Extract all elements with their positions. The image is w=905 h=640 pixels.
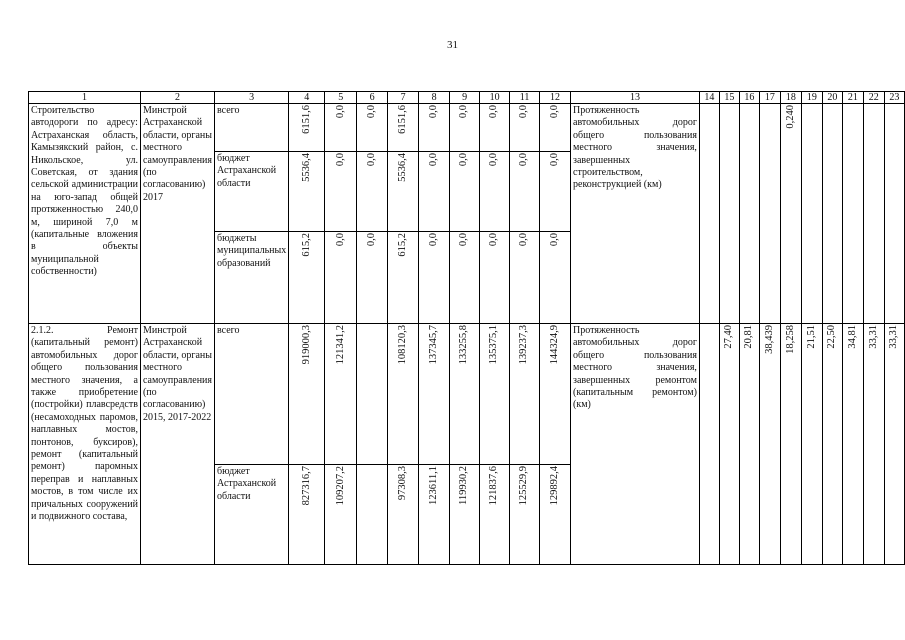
value-cell: 125529,9 [510, 465, 540, 565]
column-number: 9 [450, 92, 480, 104]
value-cell: 0,0 [480, 104, 510, 152]
column-number: 11 [510, 92, 540, 104]
value-cell: 0,0 [419, 152, 450, 232]
funding-source: всего [215, 324, 289, 465]
value-cell: 0,0 [480, 232, 510, 324]
target-cell: 38,439 [759, 324, 780, 565]
value-cell: 139237,3 [510, 324, 540, 465]
value-cell: 5536,4 [388, 152, 419, 232]
column-number: 13 [571, 92, 700, 104]
target-cell: 33,31 [863, 324, 884, 565]
value-cell: 0,0 [480, 152, 510, 232]
column-number: 7 [388, 92, 419, 104]
column-number: 12 [540, 92, 571, 104]
funding-source: бюджеты муниципальных образований [215, 232, 289, 324]
measure-description: Строительство автодороги по адресу: Астраханская область, Камызякский район, с. Никольское, ул. Советская, от здания сельской администрации на юго-запад общей протяженностью 240,0 м, шириной 7,0 м (капитальные вложения в объекты муниципальной собственности) [29, 104, 141, 324]
value-cell: 0,0 [450, 232, 480, 324]
value-cell: 0,0 [357, 104, 388, 152]
value-cell: 0,0 [357, 152, 388, 232]
value-cell: 919000,3 [289, 324, 325, 465]
target-cell: 27,40 [719, 324, 739, 565]
value-cell: 144324,9 [540, 324, 571, 465]
column-number: 23 [884, 92, 904, 104]
value-cell: 0,0 [325, 152, 357, 232]
column-number: 15 [719, 92, 739, 104]
measure-description: 2.1.2. Ремонт (капитальный ремонт) автомобильных дорог общего пользования местного значения, а также приобретение (постройки) плавсредств (несамоходных паромов, наплавных мостов, понтонов, буксиров), ремонт (капитальный ремонт) паромных переправ и наплавных мостов, в том числе их причальных сооружений и подвижного состава, [29, 324, 141, 565]
target-cell: 21,51 [801, 324, 822, 565]
value-cell: 6151,6 [289, 104, 325, 152]
value-cell: 0,0 [510, 104, 540, 152]
value-cell: 615,2 [388, 232, 419, 324]
column-number: 10 [480, 92, 510, 104]
target-cell: 20,81 [739, 324, 759, 565]
target-cell: 34,81 [842, 324, 863, 565]
column-number: 21 [842, 92, 863, 104]
value-cell: 615,2 [289, 232, 325, 324]
value-cell: 827316,7 [289, 465, 325, 565]
value-cell: 121837,6 [480, 465, 510, 565]
value-cell: 133255,8 [450, 324, 480, 465]
value-cell: 123611,1 [419, 465, 450, 565]
value-cell: 108120,3 [388, 324, 419, 465]
value-cell [357, 324, 388, 465]
value-cell: 119930,2 [450, 465, 480, 565]
value-cell: 6151,6 [388, 104, 419, 152]
indicator-cell: Протяженность автомобильных дорог общего пользования местного значения, завершенных ремонтом (капитальным ремонтом) (км) [571, 324, 700, 565]
funding-source: всего [215, 104, 289, 152]
value-cell: 0,0 [450, 104, 480, 152]
value-cell: 0,0 [540, 152, 571, 232]
value-cell: 97308,3 [388, 465, 419, 565]
program-table [28, 91, 905, 565]
value-cell: 0,0 [419, 232, 450, 324]
column-number: 3 [215, 92, 289, 104]
value-cell: 0,0 [450, 152, 480, 232]
column-number: 22 [863, 92, 884, 104]
value-cell: 0,0 [419, 104, 450, 152]
target-cell: 33,31 [884, 324, 904, 565]
page-number: 31 [447, 39, 458, 51]
value-cell: 0,0 [510, 152, 540, 232]
value-cell: 0,0 [325, 104, 357, 152]
column-number: 20 [822, 92, 842, 104]
column-number: 2 [140, 92, 214, 104]
value-cell: 109207,2 [325, 465, 357, 565]
column-number: 18 [780, 92, 801, 104]
column-number: 4 [289, 92, 325, 104]
value-cell: 121341,2 [325, 324, 357, 465]
column-number: 8 [419, 92, 450, 104]
value-cell [357, 465, 388, 565]
value-cell: 0,0 [510, 232, 540, 324]
column-number: 17 [759, 92, 780, 104]
column-number: 14 [699, 92, 719, 104]
value-cell: 0,0 [357, 232, 388, 324]
target-cell: 0,240 [780, 104, 801, 324]
value-cell: 0,0 [325, 232, 357, 324]
header-row [29, 92, 905, 104]
funding-source: бюджет Астраханской области [215, 152, 289, 232]
value-cell: 0,0 [540, 232, 571, 324]
column-number: 5 [325, 92, 357, 104]
target-cell [699, 324, 719, 565]
column-number: 16 [739, 92, 759, 104]
value-cell: 135375,1 [480, 324, 510, 465]
value-cell: 0,0 [540, 104, 571, 152]
value-cell: 129892,4 [540, 465, 571, 565]
column-number: 19 [801, 92, 822, 104]
funding-source: бюджет Астраханской области [215, 465, 289, 565]
value-cell: 137345,7 [419, 324, 450, 465]
column-number: 6 [357, 92, 388, 104]
target-cell: 22,50 [822, 324, 842, 565]
target-cell: 18,258 [780, 324, 801, 565]
executor-cell: Минстрой Астраханской области, органы местного самоуправления (по согласованию) 2017 [140, 104, 214, 324]
executor-cell: Минстрой Астраханской области, органы местного самоуправления (по согласованию) 2015, 2017-2022 [140, 324, 214, 565]
indicator-cell: Протяженность автомобильных дорог общего пользования местного значения, завершенных строительством, реконструкцией (км) [571, 104, 700, 324]
value-cell: 5536,4 [289, 152, 325, 232]
column-number: 1 [29, 92, 141, 104]
